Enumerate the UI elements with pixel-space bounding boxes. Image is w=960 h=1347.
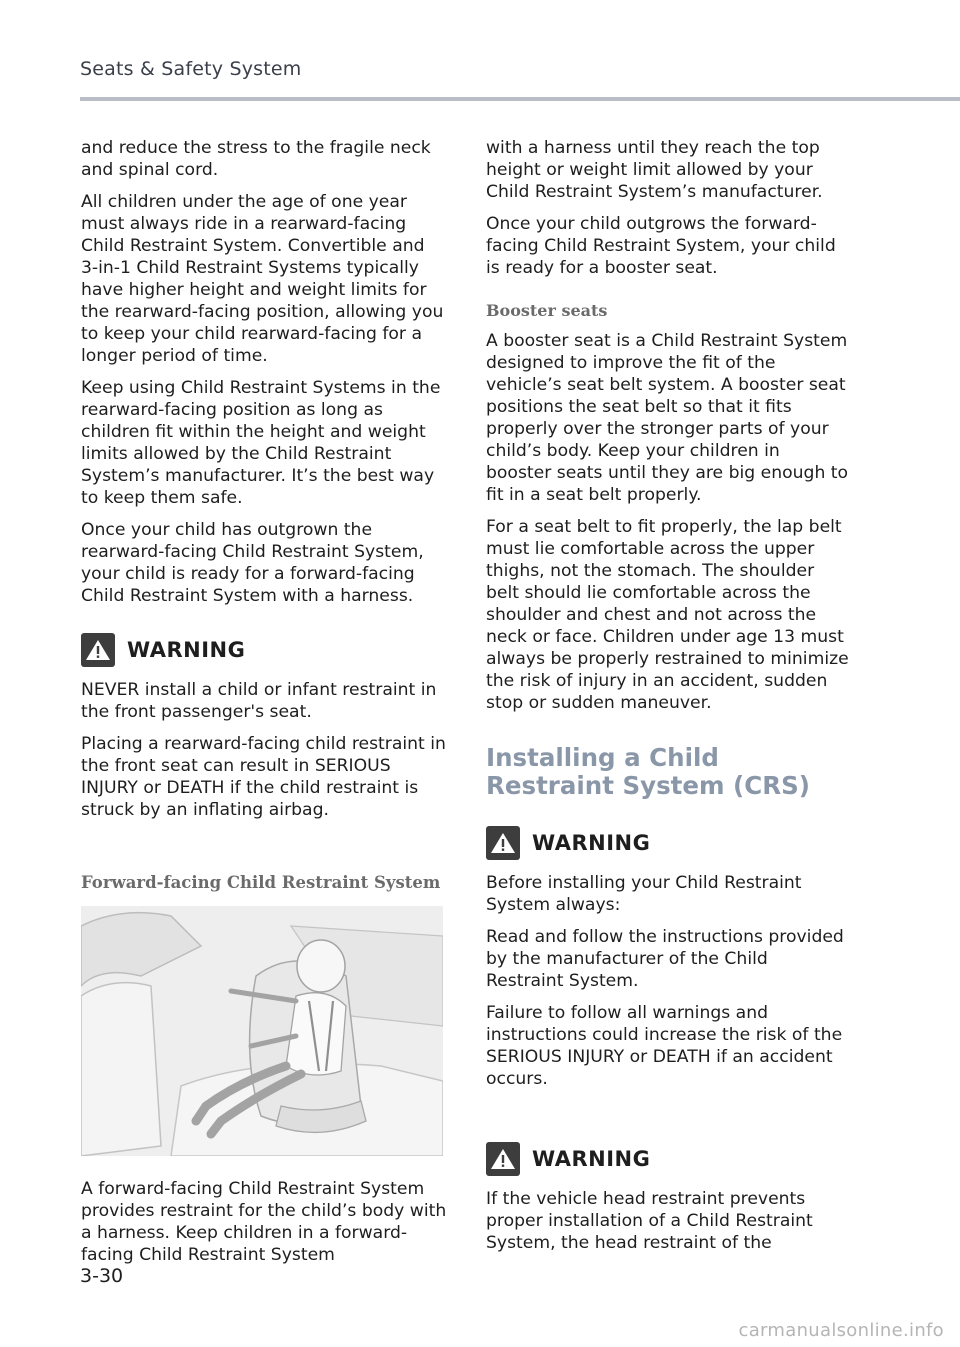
right-column — [486, 137, 850, 1264]
paragraph: Keep using Child Restraint Systems in the rearward-facing position as long as children fit within the height and weight limits allowed by the Child Restraint System’s manufacturer. It’s the best way to keep them safe. — [81, 378, 441, 508]
warning-text: NEVER install a child or infant restraint in the front passenger's seat. — [81, 680, 437, 722]
header-divider — [80, 97, 960, 101]
warning-label: WARNING — [532, 1147, 651, 1171]
warning-text: Failure to follow all warnings and instructions could increase the risk of the SERIOUS INJURY or DEATH if an accident occurs. — [486, 1003, 843, 1089]
child-seat-illustration-icon — [81, 906, 443, 1156]
warning-heading — [486, 826, 850, 860]
page-number: 3-30 — [80, 1265, 124, 1287]
warning-triangle-icon — [486, 1142, 520, 1176]
figure-caption: Forward-facing Child Restraint System — [81, 873, 441, 892]
paragraph: For a seat belt to fit properly, the lap belt must lie comfortable across the upper thighs, not the stomach. The shoulder belt should lie comfortable across the shoulder and chest and not across the neck or face. Children under age 13 must always be properly restrained to minimize the risk of injury in an accident, sudden stop or sudden maneuver. — [486, 517, 849, 713]
paragraph: Once your child outgrows the forward-facing Child Restraint System, your child is ready for a booster seat. — [486, 214, 836, 278]
warning-text: Placing a rearward-facing child restraint in the front seat can result in SERIOUS INJURY or DEATH if the child restraint is struck by an inflating airbag. — [81, 734, 446, 820]
paragraph: A booster seat is a Child Restraint System designed to improve the fit of the vehicle’s seat belt system. A booster seat positions the seat belt so that it fits properly over the stronger parts of your child’s body. Keep your children in booster seats until they are big enough to fit in a seat belt properly. — [486, 331, 849, 505]
warning-label: WARNING — [532, 831, 651, 855]
warning-heading — [486, 1142, 850, 1176]
section-title: Installing a Child Restraint System (CRS) — [486, 743, 810, 800]
warning-heading — [81, 633, 447, 667]
paragraph: Once your child has outgrown the rearward-facing Child Restraint System, your child is ready for a forward-facing Child Restraint System with a harness. — [81, 520, 424, 606]
paragraph: A forward-facing Child Restraint System provides restraint for the child’s body with a harness. Keep children in a forward-facing Child Restraint System — [81, 1179, 447, 1265]
warning-text: Before installing your Child Restraint System always: — [486, 873, 802, 915]
warning-text: If the vehicle head restraint prevents proper installation of a Child Restraint System, the head restraint of the — [486, 1189, 813, 1253]
watermark: carmanualsonline.info — [738, 1320, 944, 1341]
paragraph: with a harness until they reach the top height or weight limit allowed by your Child Restraint System’s manufacturer. — [486, 138, 823, 202]
left-column — [81, 137, 447, 1276]
paragraph: All children under the age of one year must always ride in a rearward-facing Child Restraint System. Convertible and 3-in-1 Child Restraint Systems typically have higher height and weight limits for the rearward-facing position, allowing you to keep your child rearward-facing for a longer period of time. — [81, 192, 444, 366]
warning-triangle-icon — [486, 826, 520, 860]
warning-text: Read and follow the instructions provided by the manufacturer of the Child Restraint System. — [486, 927, 844, 991]
child-seat-illustration — [81, 906, 443, 1156]
warning-label: WARNING — [127, 638, 246, 662]
paragraph: and reduce the stress to the fragile neck and spinal cord. — [81, 138, 431, 180]
subheading-booster-seats: Booster seats — [486, 301, 608, 320]
warning-triangle-icon — [81, 633, 115, 667]
running-header: Seats & Safety System — [80, 58, 302, 80]
